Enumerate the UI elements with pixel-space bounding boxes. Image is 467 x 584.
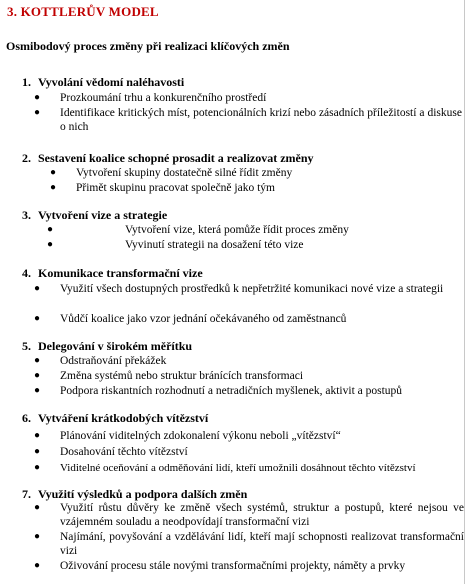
bullet-icon: ● (34, 560, 41, 571)
section-number: 6. (22, 411, 31, 425)
document-subtitle: Osmibodový proces změny při realizaci klíčových změn (6, 39, 290, 53)
section-title-text: Sestavení koalice schopné prosadit a realizovat změny (38, 151, 314, 165)
list-item: ● Změna systémů nebo struktur bránících transformaci (34, 370, 304, 382)
section-title (22, 151, 314, 166)
list-item: ● Najímání, povyšování a vzdělávání lidí, kteří mají schopnosti realizovat transformační vizi (34, 531, 464, 557)
list-item: ● Vyvinutí strategii na dosažení této vize (47, 239, 304, 251)
bullet-icon: ● (50, 167, 57, 178)
section-number: 2. (22, 151, 31, 165)
section-title-text: Vyvolání vědomí naléhavosti (38, 75, 185, 89)
document-heading: 3. KOTTLERŮV MODEL (7, 4, 159, 19)
bullet-icon: ● (34, 283, 41, 294)
list-item: ● Vytvoření vize, která pomůže řídit proces změny (47, 224, 349, 236)
bullet-icon: ● (47, 224, 54, 235)
bullet-icon: ● (47, 239, 54, 250)
bullet-icon: ● (34, 313, 41, 324)
section-title (22, 266, 203, 281)
bullet-icon: ● (34, 355, 41, 366)
section-title (22, 487, 247, 502)
list-item: ● Viditelné oceňování a odměňování lidí, kteří umožnili dosáhnout těchto vítězství (34, 462, 416, 474)
section-title (22, 339, 192, 354)
list-item: ● Podpora riskantních rozhodnutí a netradičních myšlenek, aktivit a postupů (34, 385, 403, 397)
bullet-icon: ● (50, 182, 57, 193)
bullet-icon: ● (34, 92, 41, 103)
list-item: ● Využití všech dostupných prostředků k nepřetržité komunikaci nové vize a strategii (34, 283, 444, 295)
section-title (22, 208, 167, 223)
bullet-icon: ● (34, 462, 41, 473)
bullet-icon: ● (34, 446, 41, 457)
section-title (22, 75, 184, 90)
section-title-text: Vytvoření vize a strategie (38, 208, 168, 222)
list-item: ● Plánování viditelných zdokonalení výkonu neboli „vítězství“ (34, 430, 341, 442)
list-item: ● Dosahování těchto vítězství (34, 446, 188, 458)
list-item: ● Využití růstu důvěry ke změně všech systémů, struktur a postupů, které nejsou ve vzájemném souladu a neodpovídají transformační vizi (34, 502, 464, 528)
list-item: ● Prozkoumání trhu a konkurenčního prostředí (34, 92, 267, 104)
list-item: ● Identifikace kritických míst, potencionálních krizí nebo zásadních příležitostí a diskuse o nich (34, 107, 462, 133)
list-item: ● Oživování procesu stále novými transformačními projekty, náměty a prvky (34, 560, 406, 572)
bullet-icon: ● (34, 531, 41, 542)
section-number: 5. (22, 339, 31, 353)
bullet-icon: ● (34, 430, 41, 441)
bullet-icon: ● (34, 370, 41, 381)
section-number: 1. (22, 75, 31, 89)
bullet-icon: ● (34, 385, 41, 396)
section-number: 3. (22, 208, 31, 222)
section-number: 7. (22, 487, 31, 501)
list-item: ● Odstraňování překážek (34, 355, 167, 367)
bullet-icon: ● (34, 107, 41, 118)
list-item: ● Vůdčí koalice jako vzor jednání očekávaného od zaměstnanců (34, 313, 347, 325)
section-title-text: Delegování v širokém měřítku (38, 339, 193, 353)
list-item: ● Přimět skupinu pracovat společně jako tým (50, 182, 275, 194)
list-item: ● Vytvoření skupiny dostatečně silné řídit změny (50, 167, 293, 179)
section-title-text: Využití výsledků a podpora dalších změn (38, 487, 248, 501)
section-number: 4. (22, 266, 31, 280)
section-title-text: Vytváření krátkodobých vítězství (38, 411, 209, 425)
bullet-icon: ● (34, 502, 41, 513)
section-title-text: Komunikace transformační vize (38, 266, 203, 280)
section-title (22, 411, 208, 426)
